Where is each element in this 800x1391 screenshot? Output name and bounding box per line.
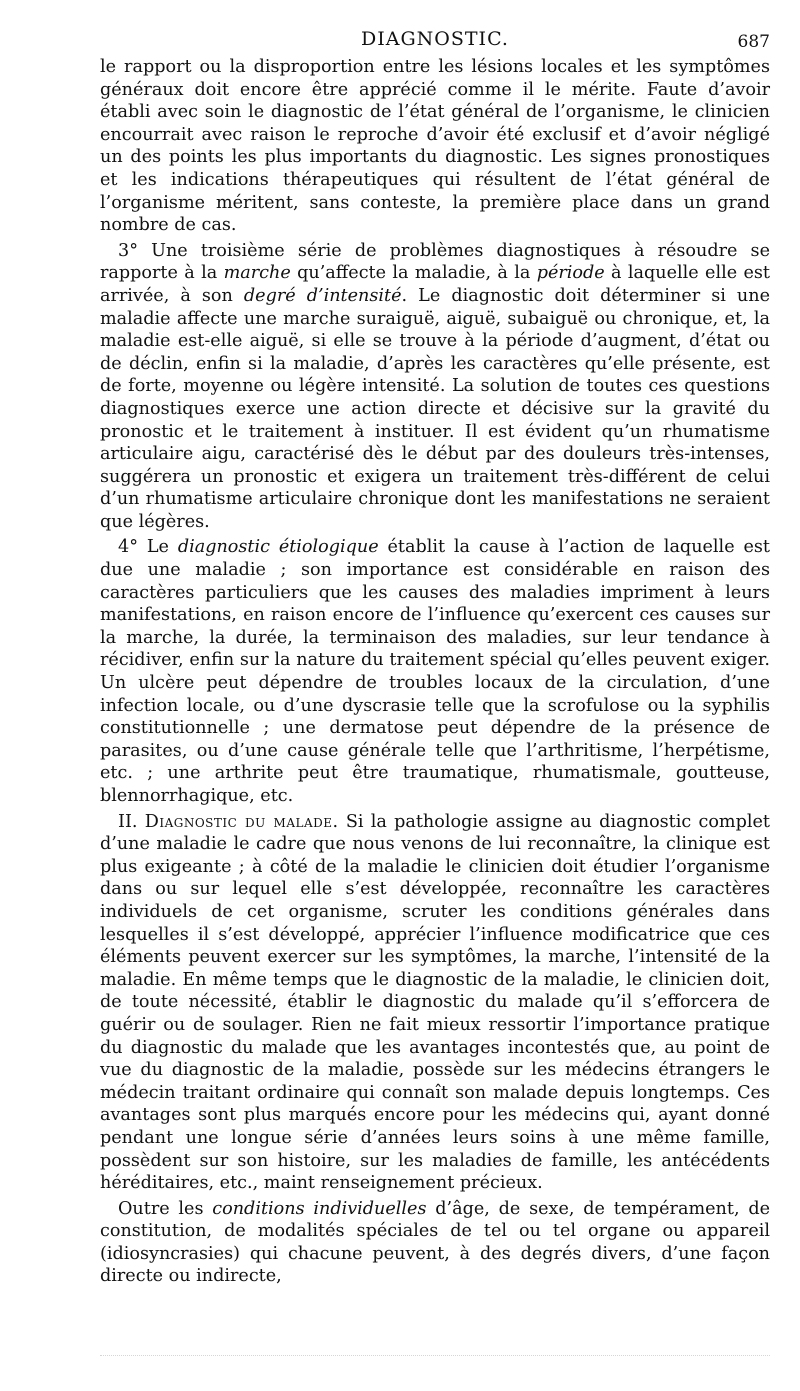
text-run: II. [118,811,145,832]
italic-term-degre: degré d’intensité [243,285,402,306]
paragraph-continuation [100,56,770,237]
text-run: qu’affecte la maladie, à la [290,263,537,284]
text-run: 4° Le [118,537,178,558]
text-run: . Le diagnostic doit déterminer si une maladie affecte une marche suraiguë, aiguë, subaiguë ou chronique, et, la maladie est-elle aiguë, si elle se trouve à la période d’augment, d’état ou de déclin, enfin si la maladie, d’après les caractères qu’elle présente, est de forte, moyenne ou légère intensité. La solution de toutes ces questions diagnostiques exerce une action directe et décisive sur la gravité du pronostic et le traitement à instituer. Il est évident qu’un rhumatisme articulaire aigu, caractérisé dès le début par des douleurs très-intenses, suggérera un pronostic et exigera un traitement très-différent de celui d’un rhumatisme articulaire chronique dont les manifestations ne seraient que légères. [100,285,771,532]
body-text [100,56,770,1288]
running-head [100,0,770,56]
text-run: Outre les [118,1198,213,1219]
text-run: le rapport ou la disproportion entre les lésions locales et les symptômes généraux doit encore être apprécié comme il le mérite. Faute d’avoir établi avec soin le diagnostic de l’état général de l’organisme, le clinicien encourrait avec raison le reproche d’avoir été exclusif et d’avoir négligé un des points les plus importants du diagnostic. Les signes pronostiques et les indications thérapeutiques qui résultent de l’état général de l’organisme méritent, sans conteste, la première place dans un grand nombre de cas. [100,57,770,236]
text-run: établit la cause à l’action de laquelle est due une maladie ; son importance est considérable en raison des caractères particuliers que les causes des maladies impriment à leurs manifestations, en raison encore de l’influence qu’exercent ces causes sur la marche, la durée, la terminaison des maladies, sur leur tendance à récidiver, enfin sur la nature du traitement spécial qu’elles peuvent exiger. Un ulcère peut dépendre de troubles locaux de la circulation, d’une infection locale, ou d’une dyscrasie telle que la scrofulose ou la syphilis constitutionnelle ; une dermatose peut dépendre de la présence de parasites, ou d’une cause générale telle que l’arthritisme, l’herpétisme, etc. ; une arthrite peut être traumatique, rhumatismale, goutteuse, blennorrhagique, etc. [100,537,770,806]
page-number: 687 [737,32,770,52]
text-run: Si la pathologie assigne au diagnostic complet d’une maladie le cadre que nous venons de lui reconnaître, la clinique est plus exigeante ; à côté de la maladie le clinicien doit étudier l’organisme dans ou sur lequel elle s’est développée, reconnaître les caractères individuels de cet organisme, scruter les conditions générales dans lesquelles il s’est développé, apprécier l’influence modificatrice que ces éléments peuvent exercer sur les symptômes, la marche, l’intensité de la maladie. En même temps que le diagnostic de la maladie, le clinicien doit, de toute nécessité, établir le diagnostic du malade qu’il s’efforcera de guérir ou de soulager. Rien ne fait mieux ressortir l’importance pratique du diagnostic du malade que les avantages incontestés que, au point de vue du diagnostic de la maladie, possède sur les médecins étrangers le médecin traitant ordinaire qui connaît son malade depuis longtemps. Ces avantages sont plus marqués encore pour les médecins qui, ayant donné pendant une longue série d’années leurs soins à une même famille, possèdent sur son histoire, sur les maladies de famille, les antécédents héréditaires, etc., maint renseignement précieux. [100,811,770,1194]
paragraph-conditions-individuelles [100,1198,770,1288]
paragraph-diagnostic-du-malade [100,811,770,1195]
section-heading: Diagnostic du malade. [144,811,339,832]
book-page [100,0,770,1391]
text-run: d’âge, de sexe, de tempérament, de constitution, de modalités spéciales de tel ou tel organe ou appareil (idiosyncrasies) qui chacune peuvent, à des degrés divers, d’une façon directe ou indirecte, [100,1198,770,1287]
paragraph-etiologique [100,536,770,807]
paragraph-marche [100,240,770,534]
italic-term-conditions-individuelles: conditions individuelles [212,1198,427,1219]
text-run: à laquelle elle est arrivée, à son [100,263,770,306]
text-run: 3° Une troisième série de problèmes diagnostiques à résoudre se rapporte à la [100,240,770,284]
page-bottom-rule [100,1355,770,1356]
italic-term-periode: période [536,263,605,284]
italic-term-diagnostic-etiologique: diagnostic étiologique [177,537,379,558]
running-title: DIAGNOSTIC. [361,28,509,50]
italic-term-marche: marche [223,263,291,284]
